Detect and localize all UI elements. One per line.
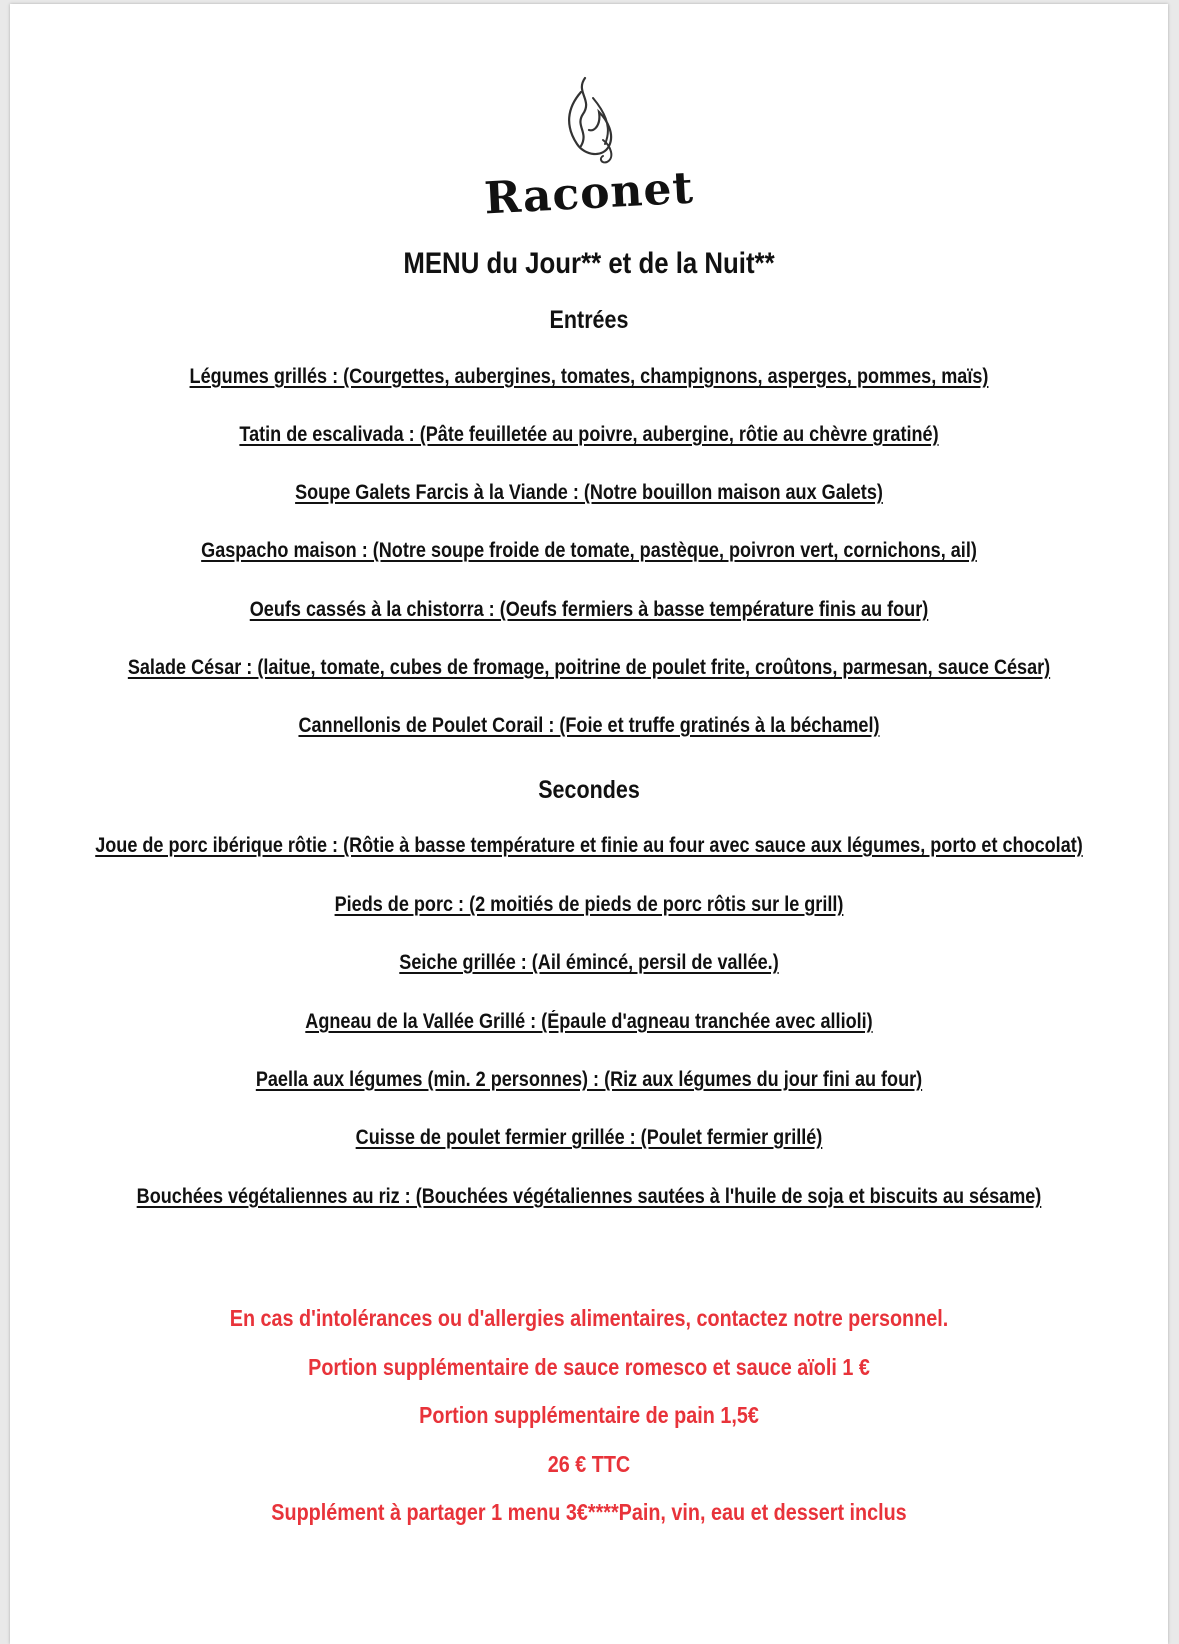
menu-item: Légumes grillés : (Courgettes, aubergines, tomates, champignons, asperges, pommes, maïs) [189,365,989,388]
menu-item: Seiche grillée : (Ail émincé, persil de vallée.) [399,951,779,974]
menu-item: Gaspacho maison : (Notre soupe froide de tomate, pastèque, poivron vert, cornichons, ail) [201,539,977,562]
logo-wordmark: Raconet [483,162,695,225]
menu-item: Cannellonis de Poulet Corail : (Foie et truffe gratinés à la béchamel) [298,714,880,737]
logo [10,74,1168,225]
menu-item: Agneau de la Vallée Grillé : (Épaule d'agneau tranchée avec allioli) [305,1010,873,1033]
menu-item: Pieds de porc : (2 moitiés de pieds de porc rôtis sur le grill) [334,893,844,916]
menu-item: Joue de porc ibérique rôtie : (Rôtie à basse température et finie au four avec sauce aux légumes, porto et chocolat) [95,834,1083,857]
sauce-supplement-note: Portion supplémentaire de sauce romesco et sauce aïoli 1 € [308,1354,870,1380]
section-heading-entrees: Entrées [549,306,629,334]
sharing-supplement-note: Supplément à partager 1 menu 3€****Pain, vin, eau et dessert inclus [271,1499,907,1525]
menu-title: MENU du Jour** et de la Nuit** [403,247,775,280]
menu-item: Paella aux légumes (min. 2 personnes) : (Riz aux légumes du jour fini au four) [255,1068,923,1091]
menu-item: Bouchées végétaliennes au riz : (Bouchées végétaliennes sautées à l'huile de soja et biscuits au sésame) [136,1185,1042,1208]
menu-price: 26 € TTC [547,1451,631,1477]
section-heading-secondes: Secondes [538,776,640,804]
menu-item: Cuisse de poulet fermier grillée : (Poulet fermier grillé) [355,1126,823,1149]
menu-item: Oeufs cassés à la chistorra : (Oeufs fermiers à basse température finis au four) [249,598,929,621]
menu-item: Tatin de escalivada : (Pâte feuilletée au poivre, aubergine, rôtie au chèvre gratiné) [239,423,939,446]
bread-supplement-note: Portion supplémentaire de pain 1,5€ [419,1402,759,1428]
menu-item: Salade César : (laitue, tomate, cubes de fromage, poitrine de poulet frite, croûtons, parmesan, sauce César) [127,656,1051,679]
menu-item: Soupe Galets Farcis à la Viande : (Notre bouillon maison aux Galets) [295,481,883,504]
menu-page [10,4,1168,1644]
allergy-note: En cas d'intolérances ou d'allergies alimentaires, contactez notre personnel. [229,1305,949,1331]
